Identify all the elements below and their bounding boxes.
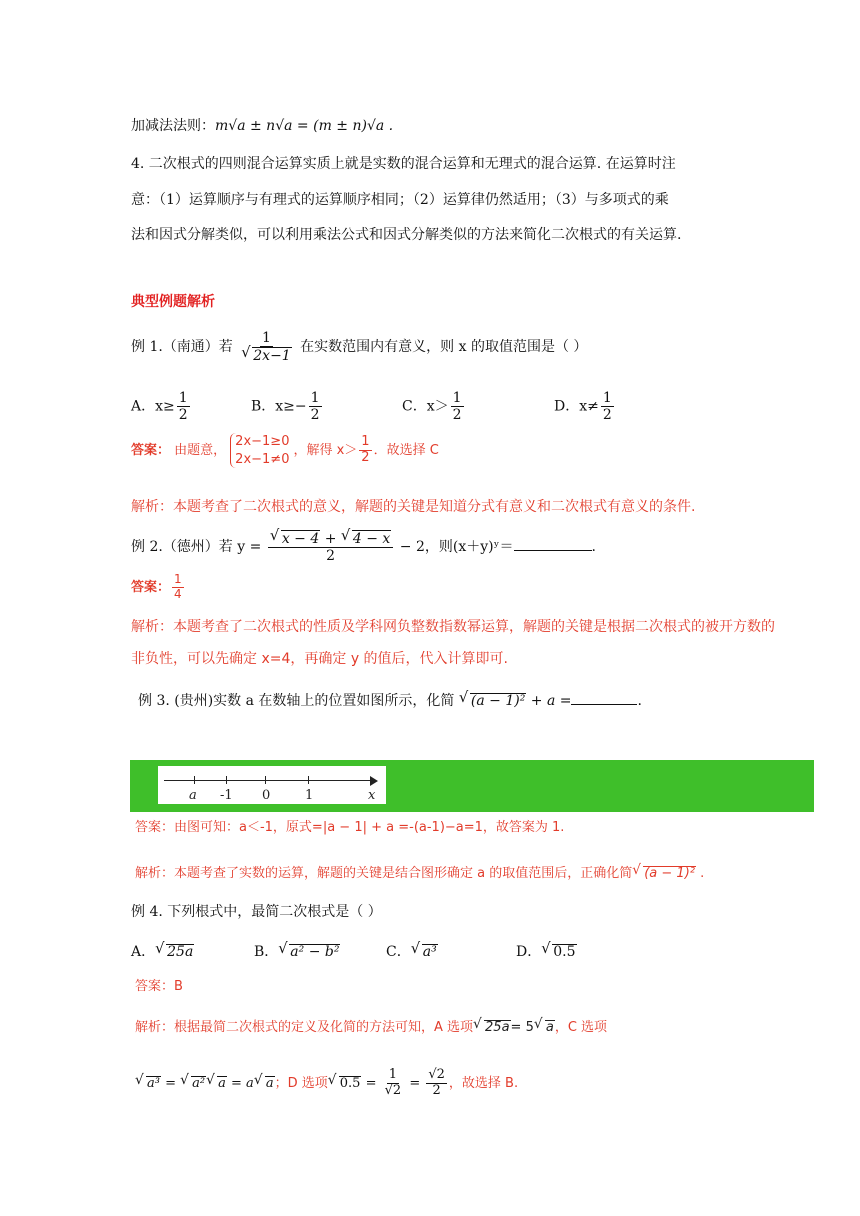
- label-minus-1: -1: [220, 788, 233, 803]
- ex1-answer-text: 由题意，: [174, 443, 227, 459]
- ex1-system-1: 2x−1≥0: [235, 434, 290, 449]
- ex1-option-d: D．x≠ $\frac{1}{2}$: [554, 390, 612, 424]
- ex3-question: 例 3. (贵州)实数 a 在数轴上的位置如图所示，化简 √ (a − 1)² + a = .: [138, 693, 642, 708]
- ex3-prefix: 例 3. (贵州)实数 a 在数轴上的位置如图所示，化简: [138, 693, 455, 709]
- ex4-option-c: C．√ a³: [386, 944, 438, 959]
- ex1-analysis: 解析：本题考查了二次根式的意义，解题的关键是知道分式有意义和二次根式有意义的条件.: [131, 499, 696, 515]
- point4-line3: 法和因式分解类似，可以利用乘法公式和因式分解类似的方法来简化二次根式的有关运算.: [131, 227, 682, 243]
- ex1-answer-end: ．故选择 C: [373, 443, 439, 459]
- ex1-fraction: [239, 330, 293, 364]
- ex4-option-d: D．√ 0.5: [516, 944, 577, 959]
- tick-minus-1: [226, 776, 227, 784]
- ex2-prefix: 例 2.（德州）若 y =: [131, 539, 262, 556]
- ex1-prefix: 例 1.（南通）若: [131, 339, 233, 356]
- ex3-answer-blank[interactable]: [571, 704, 637, 705]
- number-line-axis: [164, 780, 376, 781]
- ex1-answer: 答案： 由题意， 2x−1≥0 2x−1≠0 ，解得 x＞ $\frac{1}{2}$ ．故选择 C: [131, 434, 439, 467]
- ex1-frac-num: 1: [262, 330, 271, 346]
- ex2-suffix: − 2，则(x＋y)ʸ＝: [399, 539, 514, 556]
- point4-line1: 4. 二次根式的四则混合运算实质上就是实数的混合运算和无理式的混合运算. 在运算时注: [131, 156, 676, 172]
- addition-rule: [131, 119, 393, 133]
- tick-1: [308, 776, 309, 784]
- ex3-analysis-sqrt: √ (a − 1)²: [632, 866, 696, 880]
- label-x: x: [368, 788, 376, 803]
- ex2-analysis-line2: 非负性，可以先确定 x=4，再确定 y 的值后，代入计算即可.: [131, 651, 509, 667]
- ex4-question: 例 4. 下列根式中，最简二次根式是（ ）: [131, 904, 382, 920]
- ex1-answer-mid: ，解得 x＞: [293, 443, 358, 459]
- rule-label: 加减法法则：: [131, 118, 215, 134]
- point4-line2: 意：（1）运算顺序与有理式的运算顺序相同；（2）运算律仍然适用；（3）与多项式的乘: [131, 192, 669, 208]
- ex1-system-2: 2x−1≠0: [235, 451, 290, 467]
- label-a: a: [189, 788, 197, 803]
- ex4-answer: 答案：B: [135, 979, 183, 994]
- ex2-answer-prefix: 答案：: [131, 579, 171, 595]
- ex2-fraction: √ $\frac{x - 4 + √ 4 - x}{2}$: [268, 530, 394, 564]
- number-line-figure: [158, 766, 386, 804]
- ex1-option-b: B．x≥− $\frac{1}{2}$: [251, 390, 320, 424]
- ex3-suffix: + a =: [530, 693, 572, 709]
- ex4-analysis-line1: 解析：根据最简二次根式的定义及化简的方法可知，A 选项√ 25a= 5√ a，C 选项: [135, 1020, 607, 1034]
- rule-formula-right: = (m ± n)√a .: [296, 118, 394, 134]
- ex2-answer-blank[interactable]: [514, 550, 592, 551]
- ex1-suffix: 在实数范围内有意义，则 x 的取值范围是（ ）: [300, 339, 588, 356]
- label-0: 0: [262, 788, 271, 803]
- ex3-analysis: 解析：本题考查了实数的运算，解题的关键是结合图形确定 a 的取值范围后，正确化简√ (a − 1)² .: [135, 866, 704, 880]
- ex1-question: [131, 330, 587, 364]
- ex3-answer: 答案：由图可知：a＜-1，原式=|a − 1| + a =-(a-1)−a=1，故答案为 1.: [135, 820, 565, 835]
- ex1-frac-den: 2x−1: [253, 348, 291, 365]
- ex2-answer: 答案： $\frac{1}{4}$: [131, 572, 182, 601]
- section-title: 典型例题解析: [131, 294, 215, 310]
- ex3-sqrt: √ (a − 1)²: [459, 693, 526, 708]
- ex1-option-c: C．x＞ $\frac{1}{2}$: [402, 390, 462, 424]
- ex1-option-a: A．x≥ $\frac{1}{2}$: [131, 390, 188, 424]
- ex4-option-b: B．√ a² − b²: [254, 944, 340, 959]
- ex1-system: [230, 433, 289, 468]
- ex1-answer-prefix: 答案：: [131, 443, 171, 459]
- ex4-option-a: A．√ 25a: [131, 944, 194, 959]
- ex4-analysis-line2: √ a³ = √ a²√ a = a√ a；D 选项√ 0.5 = $\frac{1}{√2}$ = $\frac{√2}{2}$ ，故选择 B.: [135, 1068, 518, 1099]
- label-1: 1: [305, 788, 314, 803]
- ex1-frac-den-sqrt: [241, 347, 291, 364]
- tick-0: [265, 776, 266, 784]
- ex2-analysis-line1: 解析：本题考查了二次根式的性质及学科网负整数指数幂运算，解题的关键是根据二次根式的被开方数的: [131, 619, 775, 635]
- number-line-arrow-icon: [370, 776, 378, 786]
- ex2-question: 例 2.（德州）若 y = √ $\frac{x - 4 + √ 4 - x}{2}$ − 2，则(x＋y)ʸ＝ .: [131, 530, 596, 564]
- rule-formula-left: m√a ± n√a: [215, 118, 293, 134]
- tick-a: [194, 776, 195, 784]
